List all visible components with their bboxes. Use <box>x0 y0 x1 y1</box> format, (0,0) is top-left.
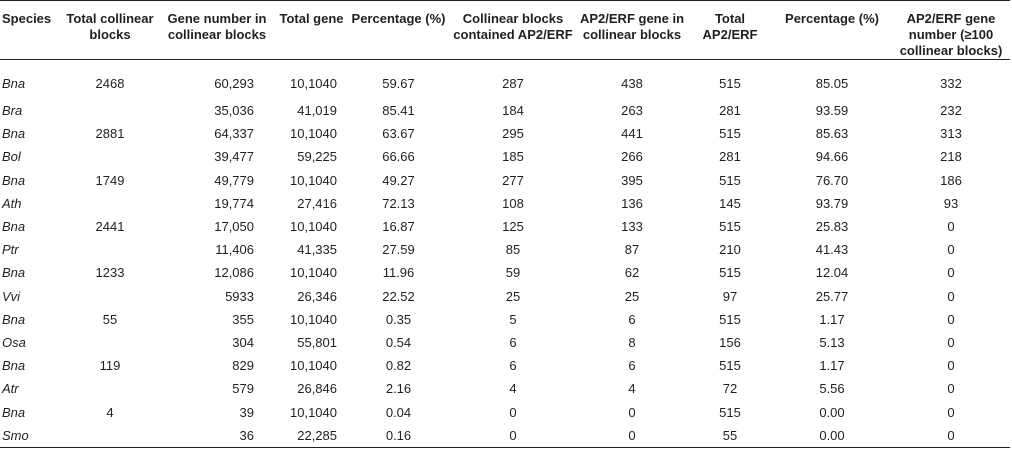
cell-total-ap2erf: 515 <box>719 404 741 420</box>
header-percentage-ap2erf: Percentage (%) <box>785 11 879 26</box>
cell-ap2erf-in-blocks: 4 <box>628 381 636 397</box>
cell-total-collinear-blocks: 2881 <box>95 126 125 142</box>
cell-blocks-with-ap2erf: 108 <box>502 195 524 211</box>
cell-total-gene: 10,1040 <box>290 76 337 91</box>
cell-total-ap2erf: 97 <box>722 288 738 304</box>
cell-total-gene: 10,1040 <box>290 404 337 420</box>
cell-percentage-ap2erf: 76.70 <box>815 172 849 188</box>
table-header <box>0 0 1010 60</box>
cell-gene-number-in-blocks: 35,036 <box>214 103 254 119</box>
cell-blocks-with-ap2erf: 0 <box>509 404 517 420</box>
cell-gene-number-in-blocks: 39,477 <box>214 149 254 165</box>
cell-total-gene: 10,1040 <box>290 265 337 281</box>
table-row <box>0 60 1010 100</box>
cell-total-collinear-blocks <box>62 424 158 448</box>
cell-total-collinear-blocks: 119 <box>99 358 121 374</box>
cell-species: Ath <box>2 195 22 211</box>
cell-percentage-ap2erf: 12.04 <box>815 265 849 281</box>
cell-percentage-genes: 22.52 <box>382 288 415 304</box>
cell-ap2erf-in-blocks: 441 <box>621 126 643 142</box>
cell-gene-number-in-blocks: 5933 <box>225 288 254 304</box>
cell-total-gene: 10,1040 <box>290 126 337 142</box>
cell-ap2erf-in-blocks: 266 <box>621 149 643 165</box>
cell-gene-number-in-blocks: 36 <box>239 427 254 443</box>
cell-species: Bna <box>2 219 26 235</box>
cell-blocks-with-ap2erf: 5 <box>509 311 517 327</box>
cell-ap2erf-100-blocks: 0 <box>947 381 955 397</box>
cell-ap2erf-100-blocks: 0 <box>947 265 955 281</box>
cell-total-collinear-blocks <box>62 99 158 122</box>
cell-percentage-genes: 16.87 <box>382 219 415 235</box>
table-row <box>0 99 1010 122</box>
cell-ap2erf-in-blocks: 8 <box>628 334 636 350</box>
cell-total-collinear-blocks: 4 <box>106 404 114 420</box>
cell-total-collinear-blocks <box>62 192 158 215</box>
cell-blocks-with-ap2erf: 125 <box>502 219 524 235</box>
cell-ap2erf-in-blocks: 263 <box>621 103 643 119</box>
table-row <box>0 192 1010 215</box>
cell-total-gene: 10,1040 <box>290 172 337 188</box>
cell-percentage-ap2erf: 85.05 <box>815 76 849 91</box>
table-row <box>0 122 1010 145</box>
cell-percentage-genes: 85.41 <box>382 103 415 119</box>
cell-blocks-with-ap2erf: 295 <box>502 126 524 142</box>
cell-total-collinear-blocks <box>62 238 158 261</box>
header-gene-number-in-blocks: Gene number in collinear blocks <box>167 11 267 42</box>
cell-species: Bna <box>2 76 26 91</box>
cell-species: Bol <box>2 149 21 165</box>
cell-total-collinear-blocks <box>62 285 158 308</box>
cell-total-ap2erf: 145 <box>719 195 741 211</box>
cell-blocks-with-ap2erf: 6 <box>509 358 517 374</box>
cell-total-ap2erf: 281 <box>719 103 741 119</box>
cell-ap2erf-100-blocks: 186 <box>940 172 962 188</box>
cell-gene-number-in-blocks: 355 <box>232 311 254 327</box>
table-row <box>0 169 1010 192</box>
cell-total-ap2erf: 515 <box>719 358 741 374</box>
cell-total-ap2erf: 72 <box>722 381 738 397</box>
header-total-gene: Total gene <box>279 11 344 26</box>
cell-percentage-genes: 27.59 <box>382 242 415 258</box>
cell-total-collinear-blocks <box>62 331 158 354</box>
table-row <box>0 377 1010 400</box>
cell-ap2erf-in-blocks: 438 <box>621 76 643 91</box>
cell-percentage-ap2erf: 5.13 <box>819 334 845 350</box>
cell-total-ap2erf: 515 <box>719 265 741 281</box>
cell-species: Bna <box>2 172 26 188</box>
cell-blocks-with-ap2erf: 4 <box>509 381 517 397</box>
cell-gene-number-in-blocks: 829 <box>232 358 254 374</box>
cell-ap2erf-in-blocks: 136 <box>621 195 643 211</box>
cell-percentage-ap2erf: 1.17 <box>819 311 845 327</box>
cell-total-ap2erf: 210 <box>719 242 741 258</box>
cell-percentage-genes: 2.16 <box>385 381 412 397</box>
cell-ap2erf-100-blocks: 0 <box>947 288 955 304</box>
cell-ap2erf-100-blocks: 218 <box>940 149 962 165</box>
cell-percentage-genes: 59.67 <box>382 76 415 91</box>
cell-ap2erf-100-blocks: 0 <box>947 242 955 258</box>
cell-ap2erf-in-blocks: 6 <box>628 311 636 327</box>
cell-total-collinear-blocks <box>62 145 158 168</box>
cell-total-collinear-blocks: 1233 <box>95 265 125 281</box>
cell-ap2erf-100-blocks: 313 <box>940 126 962 142</box>
cell-percentage-ap2erf: 25.83 <box>815 219 849 235</box>
cell-percentage-ap2erf: 25.77 <box>815 288 849 304</box>
cell-total-gene: 26,846 <box>297 381 337 397</box>
cell-percentage-ap2erf: 0.00 <box>819 404 845 420</box>
cell-total-ap2erf: 515 <box>719 76 741 91</box>
cell-percentage-ap2erf: 93.79 <box>815 195 849 211</box>
table-row <box>0 308 1010 331</box>
cell-ap2erf-100-blocks: 0 <box>947 311 955 327</box>
cell-total-gene: 10,1040 <box>290 219 337 235</box>
cell-ap2erf-100-blocks: 0 <box>947 427 955 443</box>
cell-blocks-with-ap2erf: 6 <box>509 334 517 350</box>
cell-percentage-ap2erf: 41.43 <box>815 242 849 258</box>
table-row <box>0 354 1010 377</box>
cell-blocks-with-ap2erf: 287 <box>502 76 524 91</box>
cell-total-collinear-blocks <box>62 377 158 400</box>
table-row <box>0 400 1010 423</box>
cell-blocks-with-ap2erf: 85 <box>505 242 521 258</box>
cell-total-ap2erf: 515 <box>719 172 741 188</box>
table-row <box>0 285 1010 308</box>
cell-ap2erf-100-blocks: 0 <box>947 334 955 350</box>
cell-total-ap2erf: 55 <box>722 427 738 443</box>
cell-ap2erf-in-blocks: 0 <box>628 404 636 420</box>
cell-percentage-genes: 0.82 <box>385 358 412 374</box>
header-total-collinear-blocks: Total collinear blocks <box>66 11 154 42</box>
cell-total-collinear-blocks: 2468 <box>95 76 125 91</box>
cell-total-gene: 10,1040 <box>290 311 337 327</box>
cell-percentage-genes: 0.16 <box>385 427 412 443</box>
cell-percentage-ap2erf: 5.56 <box>819 381 845 397</box>
cell-total-ap2erf: 515 <box>719 126 741 142</box>
cell-total-gene: 27,416 <box>297 195 337 211</box>
cell-percentage-genes: 63.67 <box>382 126 415 142</box>
cell-total-ap2erf: 515 <box>719 219 741 235</box>
cell-gene-number-in-blocks: 19,774 <box>214 195 254 211</box>
cell-blocks-with-ap2erf: 59 <box>505 265 521 281</box>
cell-percentage-genes: 49.27 <box>382 172 415 188</box>
top-rule <box>0 0 1010 1</box>
cell-ap2erf-in-blocks: 0 <box>628 427 636 443</box>
table-row <box>0 145 1010 168</box>
cell-ap2erf-100-blocks: 0 <box>947 358 955 374</box>
table-row <box>0 261 1010 284</box>
header-ap2erf-100-blocks: AP2/ERF gene number (≥100 collinear blocks) <box>899 11 1003 58</box>
cell-percentage-genes: 0.04 <box>385 404 412 420</box>
table-row <box>0 215 1010 238</box>
cell-percentage-genes: 66.66 <box>382 149 415 165</box>
cell-total-gene: 22,285 <box>297 427 337 443</box>
cell-percentage-ap2erf: 1.17 <box>819 358 845 374</box>
cell-percentage-genes: 0.35 <box>385 311 412 327</box>
cell-gene-number-in-blocks: 39 <box>239 404 254 420</box>
cell-gene-number-in-blocks: 64,337 <box>214 126 254 142</box>
cell-total-collinear-blocks: 1749 <box>95 172 125 188</box>
cell-gene-number-in-blocks: 304 <box>232 334 254 350</box>
cell-species: Vvi <box>2 288 21 304</box>
cell-gene-number-in-blocks: 60,293 <box>214 76 254 91</box>
cell-percentage-ap2erf: 85.63 <box>815 126 849 142</box>
header-percentage-genes: Percentage (%) <box>351 11 446 26</box>
table-row <box>0 238 1010 261</box>
cell-percentage-genes: 72.13 <box>382 195 415 211</box>
cell-blocks-with-ap2erf: 185 <box>502 149 524 165</box>
cell-ap2erf-in-blocks: 25 <box>624 288 640 304</box>
cell-ap2erf-in-blocks: 395 <box>621 172 643 188</box>
table-row <box>0 424 1010 448</box>
cell-ap2erf-in-blocks: 133 <box>621 219 643 235</box>
cell-total-gene: 10,1040 <box>290 358 337 374</box>
cell-species: Smo <box>2 427 29 443</box>
cell-species: Bna <box>2 358 26 374</box>
cell-total-gene: 59,225 <box>297 149 337 165</box>
cell-percentage-ap2erf: 94.66 <box>815 149 849 165</box>
cell-total-gene: 55,801 <box>297 334 337 350</box>
cell-species: Ptr <box>2 242 19 258</box>
cell-blocks-with-ap2erf: 25 <box>505 288 521 304</box>
cell-ap2erf-100-blocks: 93 <box>943 195 959 211</box>
cell-species: Bna <box>2 404 26 420</box>
cell-percentage-ap2erf: 0.00 <box>819 427 845 443</box>
cell-gene-number-in-blocks: 11,406 <box>215 242 254 258</box>
cell-species: Bra <box>2 103 23 119</box>
header-species: Species <box>2 11 52 26</box>
cell-total-collinear-blocks: 55 <box>102 311 118 327</box>
cell-species: Bna <box>2 265 26 281</box>
cell-ap2erf-100-blocks: 332 <box>940 76 962 91</box>
cell-gene-number-in-blocks: 17,050 <box>214 219 254 235</box>
cell-percentage-genes: 0.54 <box>385 334 412 350</box>
cell-blocks-with-ap2erf: 184 <box>502 103 524 119</box>
header-blocks-with-ap2erf: Collinear blocks contained AP2/ERF <box>453 11 573 42</box>
cell-blocks-with-ap2erf: 277 <box>502 172 524 188</box>
cell-species: Bna <box>2 311 26 327</box>
cell-blocks-with-ap2erf: 0 <box>509 427 517 443</box>
cell-ap2erf-in-blocks: 87 <box>624 242 640 258</box>
cell-total-gene: 41,335 <box>297 242 337 258</box>
cell-species: Osa <box>2 334 26 350</box>
cell-total-ap2erf: 515 <box>719 311 741 327</box>
cell-ap2erf-100-blocks: 0 <box>947 219 955 235</box>
cell-total-ap2erf: 281 <box>719 149 741 165</box>
header-ap2erf-in-blocks: AP2/ERF gene in collinear blocks <box>579 11 685 42</box>
cell-gene-number-in-blocks: 49,779 <box>214 172 254 188</box>
table-row <box>0 331 1010 354</box>
table-body <box>0 60 1010 448</box>
cell-total-gene: 41,019 <box>297 103 337 119</box>
cell-total-gene: 26,346 <box>297 288 337 304</box>
cell-species: Bna <box>2 126 26 142</box>
cell-species: Atr <box>2 381 19 397</box>
cell-ap2erf-in-blocks: 62 <box>624 265 640 281</box>
cell-total-collinear-blocks: 2441 <box>95 219 125 235</box>
cell-total-ap2erf: 156 <box>719 334 741 350</box>
cell-percentage-genes: 11.96 <box>382 265 415 281</box>
header-row <box>0 0 1010 60</box>
header-total-ap2erf: Total AP2/ERF <box>702 11 758 42</box>
cell-percentage-ap2erf: 93.59 <box>815 103 849 119</box>
cell-gene-number-in-blocks: 12,086 <box>214 265 254 281</box>
cell-ap2erf-100-blocks: 232 <box>940 103 962 119</box>
cell-gene-number-in-blocks: 579 <box>232 381 254 397</box>
cell-ap2erf-in-blocks: 6 <box>628 358 636 374</box>
cell-ap2erf-100-blocks: 0 <box>947 404 955 420</box>
